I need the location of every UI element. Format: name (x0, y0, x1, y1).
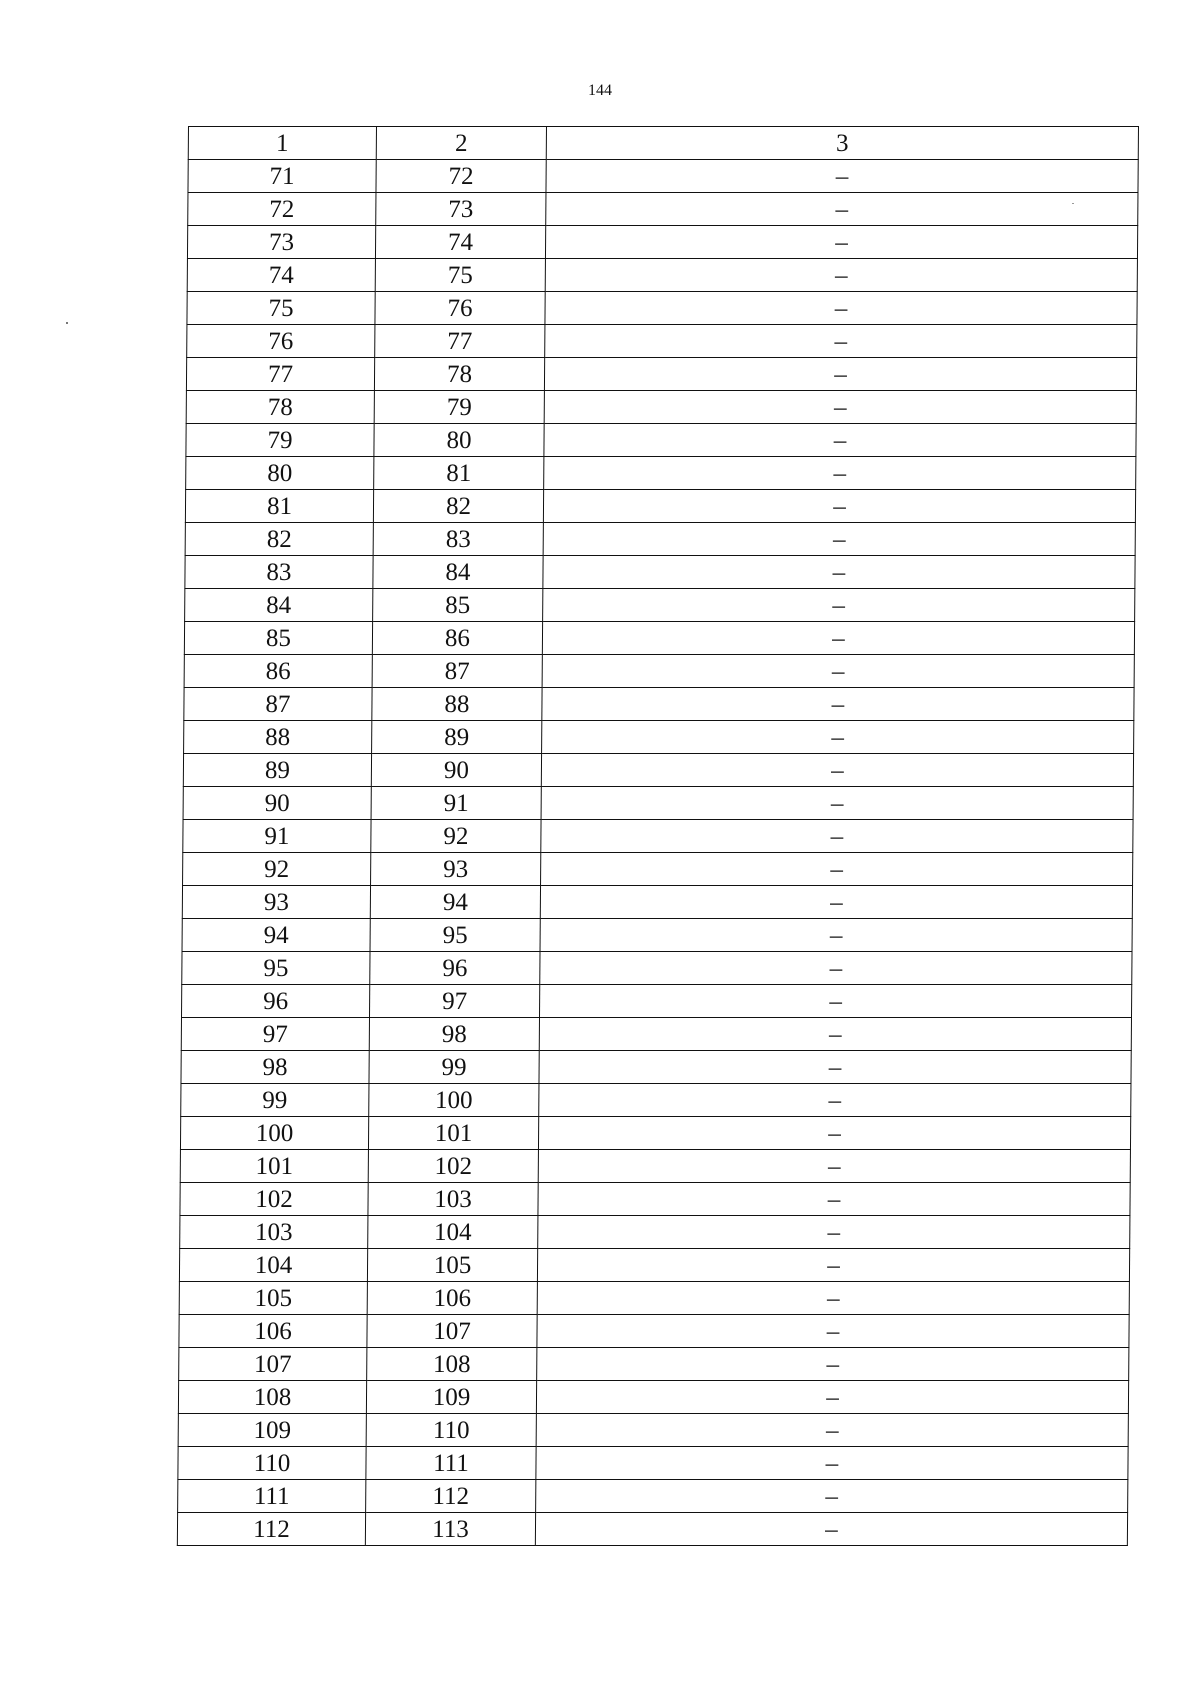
table-row (179, 1282, 1129, 1315)
table-cell-col-2: 106 (367, 1282, 537, 1315)
table-cell-col-2: 88 (372, 688, 542, 721)
table-cell-col-3: – (542, 721, 1134, 754)
table-cell-col-3: – (543, 490, 1135, 523)
table-cell-col-1: 95 (182, 952, 370, 985)
table-cell-col-3: – (539, 1018, 1131, 1051)
column-header-3: 3 (546, 127, 1138, 160)
table-cell-col-2: 112 (366, 1480, 536, 1513)
table-row (179, 1348, 1129, 1381)
table-cell-col-1: 112 (177, 1513, 365, 1546)
table-row (180, 1117, 1130, 1150)
table-cell-col-3: – (538, 1150, 1130, 1183)
table-cell-col-3: – (539, 1084, 1131, 1117)
table-row (181, 1051, 1131, 1084)
table-cell-col-2: 77 (375, 325, 545, 358)
table-cell-col-2: 99 (369, 1051, 539, 1084)
table-row (183, 853, 1133, 886)
table-cell-col-3: – (541, 754, 1133, 787)
table-row (181, 985, 1131, 1018)
table-cell-col-1: 74 (187, 259, 375, 292)
table-cell-col-1: 77 (186, 358, 374, 391)
table-cell-col-2: 72 (376, 160, 546, 193)
table-cell-col-1: 99 (181, 1084, 369, 1117)
table-cell-col-3: – (545, 226, 1137, 259)
column-header-1: 1 (188, 127, 376, 160)
table-cell-col-1: 91 (183, 820, 371, 853)
table-cell-col-1: 97 (181, 1018, 369, 1051)
table-row (187, 226, 1137, 259)
table-cell-col-3: – (538, 1216, 1130, 1249)
table-cell-col-3: – (545, 292, 1137, 325)
table-cell-col-2: 75 (375, 259, 545, 292)
table-cell-col-3: – (536, 1447, 1128, 1480)
table-row (186, 391, 1136, 424)
table-row (185, 556, 1135, 589)
table-cell-col-3: – (543, 523, 1135, 556)
table-cell-col-2: 108 (367, 1348, 537, 1381)
table-cell-col-3: – (538, 1183, 1130, 1216)
scan-speck (66, 322, 68, 324)
table-cell-col-1: 110 (178, 1447, 366, 1480)
table-cell-col-1: 105 (179, 1282, 367, 1315)
table-cell-col-3: – (542, 622, 1134, 655)
table-cell-col-1: 86 (184, 655, 372, 688)
table-row (184, 688, 1134, 721)
table-cell-col-1: 71 (188, 160, 376, 193)
table-cell-col-3: – (537, 1348, 1129, 1381)
table-cell-col-3: – (540, 886, 1132, 919)
table-cell-col-3: – (537, 1282, 1129, 1315)
table-row (180, 1183, 1130, 1216)
table-row (187, 259, 1137, 292)
table-row (184, 721, 1134, 754)
table-cell-col-3: – (542, 688, 1134, 721)
table-cell-col-2: 87 (372, 655, 542, 688)
table-cell-col-1: 104 (179, 1249, 367, 1282)
table-cell-col-1: 79 (186, 424, 374, 457)
table-cell-col-2: 102 (368, 1150, 538, 1183)
table-cell-col-1: 109 (178, 1414, 366, 1447)
table-cell-col-3: – (539, 1051, 1131, 1084)
table-cell-col-2: 100 (369, 1084, 539, 1117)
table-cell-col-2: 96 (370, 952, 540, 985)
table-cell-col-1: 78 (186, 391, 374, 424)
table-row (185, 490, 1135, 523)
table-cell-col-3: – (540, 952, 1132, 985)
table-cell-col-2: 95 (370, 919, 540, 952)
table-cell-col-1: 72 (188, 193, 376, 226)
table-cell-col-1: 111 (178, 1480, 366, 1513)
table-cell-col-2: 105 (367, 1249, 537, 1282)
table-cell-col-1: 88 (184, 721, 372, 754)
table-cell-col-2: 97 (369, 985, 539, 1018)
table-cell-col-2: 85 (373, 589, 543, 622)
table-cell-col-1: 85 (184, 622, 372, 655)
table-cell-col-1: 73 (187, 226, 375, 259)
table-cell-col-2: 86 (372, 622, 542, 655)
table-cell-col-3: – (543, 556, 1135, 589)
table-cell-col-1: 82 (185, 523, 373, 556)
table-row (181, 1084, 1131, 1117)
table-cell-col-1: 106 (179, 1315, 367, 1348)
table-cell-col-1: 100 (180, 1117, 368, 1150)
table-cell-col-3: – (546, 193, 1138, 226)
table-cell-col-3: – (543, 589, 1135, 622)
table-cell-col-2: 90 (371, 754, 541, 787)
table-cell-col-1: 81 (185, 490, 373, 523)
table-row (188, 193, 1138, 226)
table-cell-col-3: – (536, 1480, 1128, 1513)
data-table (177, 126, 1139, 1546)
table-row (185, 589, 1135, 622)
table-cell-col-2: 84 (373, 556, 543, 589)
table-cell-col-3: – (541, 787, 1133, 820)
column-header-2: 2 (376, 127, 546, 160)
table-row (186, 358, 1136, 391)
table-cell-col-1: 84 (185, 589, 373, 622)
page-number: 144 (588, 82, 612, 99)
table-cell-col-2: 107 (367, 1315, 537, 1348)
table-row (178, 1414, 1128, 1447)
table-cell-col-2: 110 (366, 1414, 536, 1447)
table-row (179, 1249, 1129, 1282)
table-row (180, 1216, 1130, 1249)
table-cell-col-3: – (541, 853, 1133, 886)
table-cell-col-3: – (542, 655, 1134, 688)
table-row (186, 424, 1136, 457)
table-row (182, 919, 1132, 952)
table-cell-col-1: 103 (180, 1216, 368, 1249)
table-cell-col-2: 81 (374, 457, 544, 490)
table-cell-col-2: 76 (375, 292, 545, 325)
table-row (188, 160, 1138, 193)
table-cell-col-1: 107 (179, 1348, 367, 1381)
table-cell-col-2: 109 (366, 1381, 536, 1414)
table-row (184, 622, 1134, 655)
table-cell-col-1: 101 (180, 1150, 368, 1183)
table-cell-col-2: 101 (368, 1117, 538, 1150)
table-cell-col-1: 89 (183, 754, 371, 787)
table-row (184, 655, 1134, 688)
table-cell-col-1: 90 (183, 787, 371, 820)
table-cell-col-1: 76 (187, 325, 375, 358)
table-cell-col-2: 79 (374, 391, 544, 424)
table-cell-col-3: – (535, 1513, 1127, 1546)
table-cell-col-3: – (537, 1249, 1129, 1282)
table-cell-col-2: 73 (376, 193, 546, 226)
table-cell-col-2: 104 (368, 1216, 538, 1249)
table-cell-col-3: – (544, 358, 1136, 391)
table-row (183, 754, 1133, 787)
table-cell-col-1: 96 (181, 985, 369, 1018)
table-cell-col-1: 75 (187, 292, 375, 325)
table-cell-col-3: – (536, 1381, 1128, 1414)
table-cell-col-2: 74 (375, 226, 545, 259)
table-row (185, 523, 1135, 556)
table-cell-col-3: – (539, 985, 1131, 1018)
table-cell-col-2: 80 (374, 424, 544, 457)
table-cell-col-3: – (540, 919, 1132, 952)
table-cell-col-1: 94 (182, 919, 370, 952)
table-cell-col-1: 87 (184, 688, 372, 721)
table-cell-col-3: – (537, 1315, 1129, 1348)
table-cell-col-1: 93 (182, 886, 370, 919)
table-row (178, 1381, 1128, 1414)
table-cell-col-2: 78 (374, 358, 544, 391)
table-cell-col-2: 91 (371, 787, 541, 820)
table-cell-col-3: – (546, 160, 1138, 193)
table-cell-col-1: 83 (185, 556, 373, 589)
table-row (186, 457, 1136, 490)
table-cell-col-1: 80 (186, 457, 374, 490)
table-cell-col-3: – (544, 391, 1136, 424)
table-cell-col-3: – (536, 1414, 1128, 1447)
table-cell-col-1: 102 (180, 1183, 368, 1216)
table-cell-col-3: – (545, 325, 1137, 358)
table-body (177, 160, 1138, 1546)
table-row (182, 886, 1132, 919)
table-cell-col-1: 108 (178, 1381, 366, 1414)
table-row (177, 1513, 1127, 1546)
table-row (187, 292, 1137, 325)
table-cell-col-2: 113 (365, 1513, 535, 1546)
table-cell-col-1: 92 (183, 853, 371, 886)
table-cell-col-1: 98 (181, 1051, 369, 1084)
table-row (183, 820, 1133, 853)
table-row (183, 787, 1133, 820)
table-header-row (188, 127, 1138, 160)
table-cell-col-3: – (541, 820, 1133, 853)
table-cell-col-2: 94 (370, 886, 540, 919)
table-cell-col-2: 83 (373, 523, 543, 556)
table-row (187, 325, 1137, 358)
table-cell-col-2: 111 (366, 1447, 536, 1480)
table-row (181, 1018, 1131, 1051)
table-cell-col-3: – (544, 457, 1136, 490)
table-row (182, 952, 1132, 985)
table-row (178, 1480, 1128, 1513)
table-cell-col-2: 93 (371, 853, 541, 886)
table-cell-col-3: – (544, 424, 1136, 457)
table-row (178, 1447, 1128, 1480)
table-cell-col-2: 89 (372, 721, 542, 754)
table-row (179, 1315, 1129, 1348)
table-cell-col-2: 103 (368, 1183, 538, 1216)
table-cell-col-2: 82 (373, 490, 543, 523)
table-cell-col-3: – (538, 1117, 1130, 1150)
table-cell-col-2: 92 (371, 820, 541, 853)
table-row (180, 1150, 1130, 1183)
table-cell-col-2: 98 (369, 1018, 539, 1051)
table-cell-col-3: – (545, 259, 1137, 292)
